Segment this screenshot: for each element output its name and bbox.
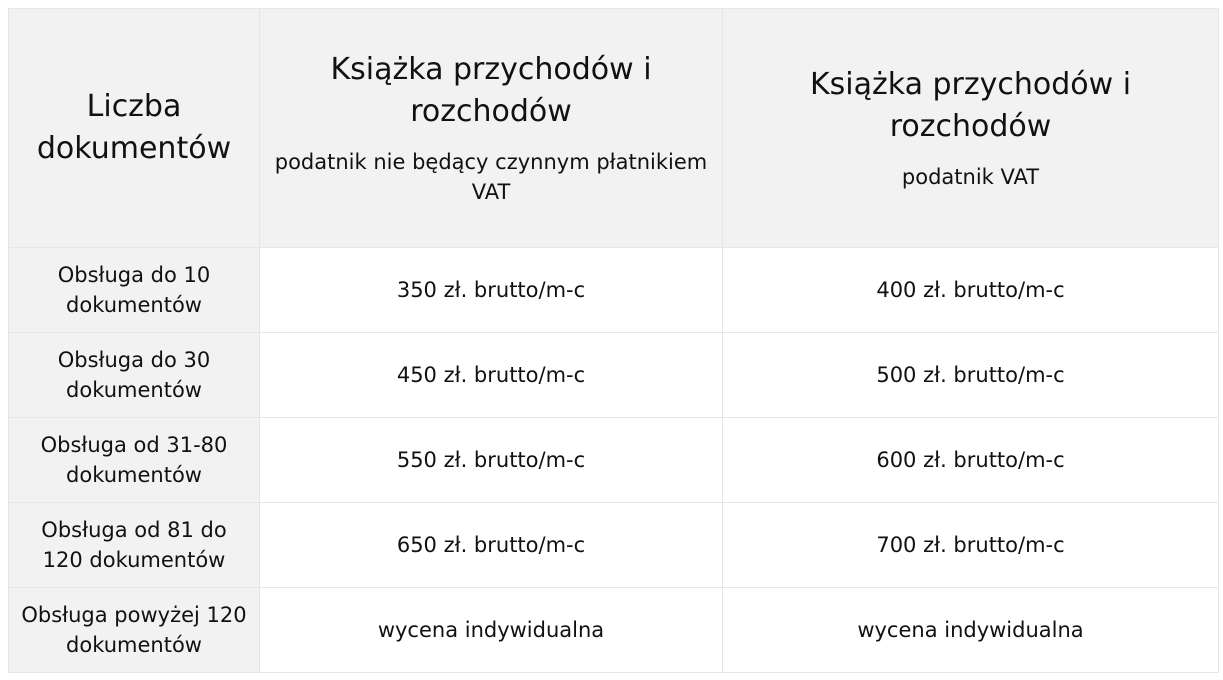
header-cell-document-count	[9, 9, 260, 248]
price-non-vat: 550 zł. brutto/m-c	[260, 418, 723, 503]
price-non-vat: wycena indywidualna	[260, 588, 723, 673]
table-row	[9, 418, 1219, 503]
header-vat-title: Książka przychodów i rozchodów	[809, 67, 1132, 144]
row-label: Obsługa do 30 dokumentów	[9, 333, 260, 418]
row-label: Obsługa powyżej 120 dokumentów	[9, 588, 260, 673]
price-non-vat: 650 zł. brutto/m-c	[260, 503, 723, 588]
table-row	[9, 333, 1219, 418]
price-vat: wycena indywidualna	[723, 588, 1219, 673]
header-document-count: Liczba dokumentów	[36, 89, 232, 166]
row-label: Obsługa od 81 do 120 dokumentów	[9, 503, 260, 588]
table-row	[9, 248, 1219, 333]
header-non-vat-subtitle: podatnik nie będący czynnym płatnikiem VAT	[274, 150, 708, 204]
header-cell-vat	[723, 9, 1219, 248]
price-vat: 400 zł. brutto/m-c	[723, 248, 1219, 333]
header-cell-non-vat	[260, 9, 723, 248]
pricing-table	[8, 8, 1219, 673]
price-vat: 700 zł. brutto/m-c	[723, 503, 1219, 588]
price-non-vat: 450 zł. brutto/m-c	[260, 333, 723, 418]
header-vat-subtitle: podatnik VAT	[901, 165, 1040, 189]
price-non-vat: 350 zł. brutto/m-c	[260, 248, 723, 333]
price-vat: 600 zł. brutto/m-c	[723, 418, 1219, 503]
table-row	[9, 588, 1219, 673]
row-label: Obsługa od 31-80 dokumentów	[9, 418, 260, 503]
header-row	[9, 9, 1219, 248]
price-vat: 500 zł. brutto/m-c	[723, 333, 1219, 418]
row-label: Obsługa do 10 dokumentów	[9, 248, 260, 333]
table-row	[9, 503, 1219, 588]
header-non-vat-title: Książka przychodów i rozchodów	[330, 52, 652, 129]
